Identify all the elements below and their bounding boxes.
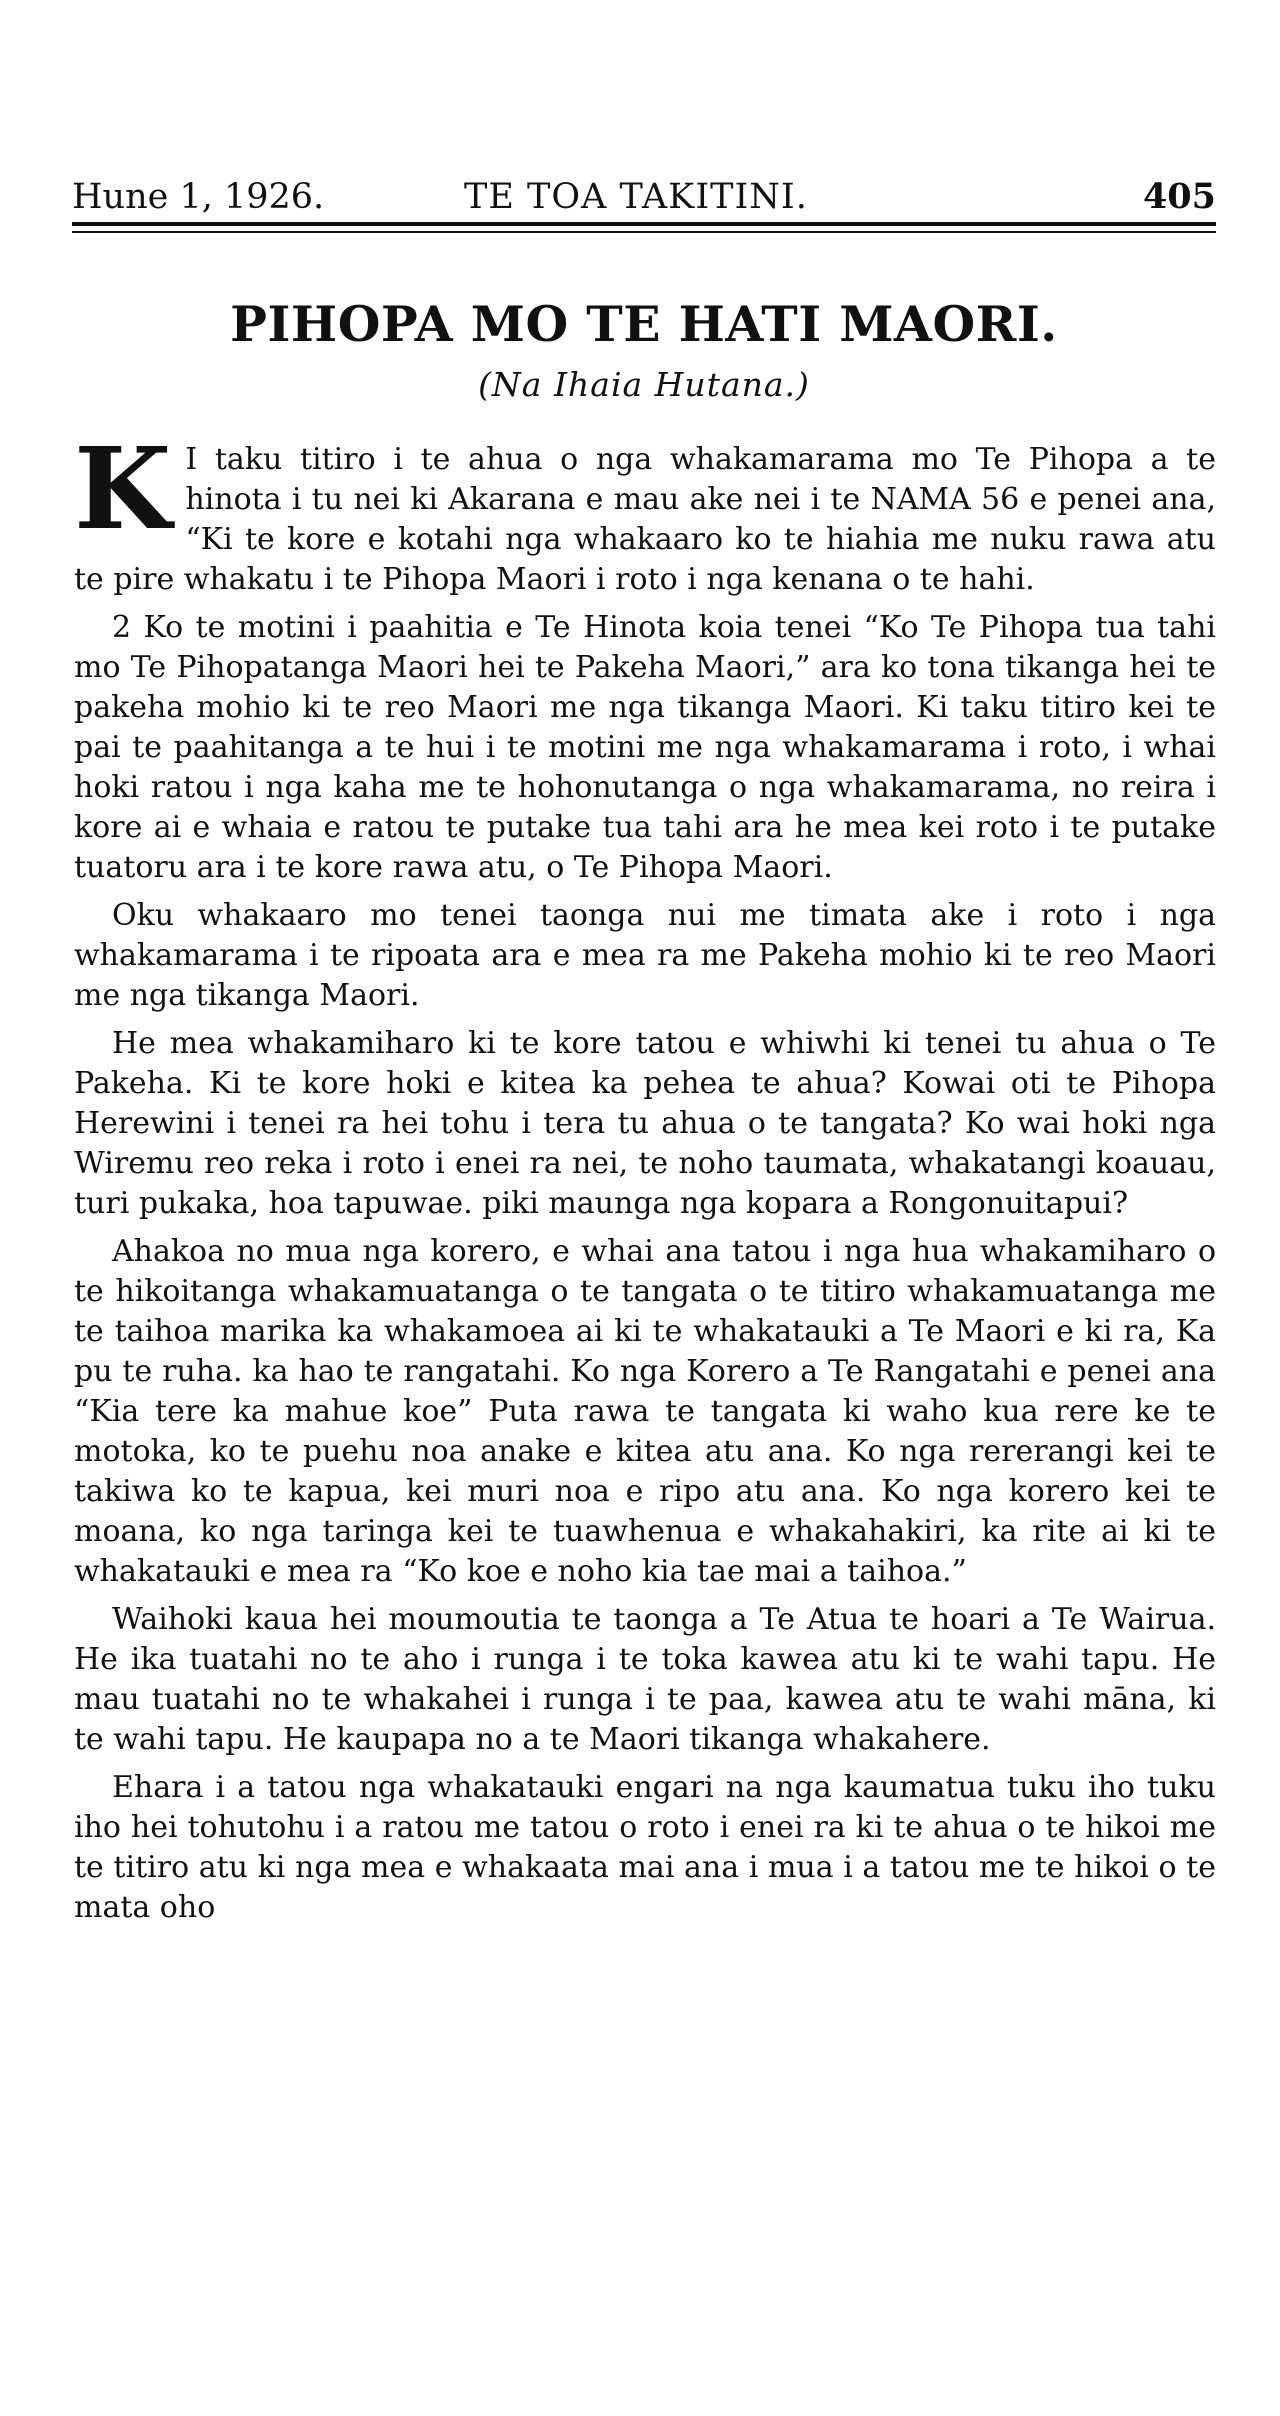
paragraph: Ahakoa no mua nga korero, e whai ana tatou i nga hua whakamiharo o te hikoitanga whakamuatanga o te tangata o te titiro whakamuatanga me te taihoa marika ka whakamoea ai ki te whakatauki a Te Maori e ki ra, Ka pu te ruha. ka hao te rangatahi. Ko nga Korero a Te Rangatahi e penei ana “Kia tere ka mahue koe” Puta rawa te tangata ki waho kua rere ke te motoka, ko te puehu noa anake e kitea atu ana. Ko nga rererangi kei te takiwa ko te kapua, kei muri noa e ripo atu ana. Ko nga korero kei te moana, ko nga taringa kei te tuawhenua e whakahakiri, ka rite ai ki te whakatauki e mea ra “Ko koe e noho kia tae mai a taihoa.” [74,1234,1216,1589]
article-byline: (Na Ihaia Hutana.) [478,365,810,404]
article-body [74,424,1216,1936]
paragraph [74,424,1216,600]
header-page-number: 405 [1142,176,1216,217]
header-rule-thick [72,222,1216,226]
header-journal-title: TE TOA TAKITINI. [464,177,808,217]
paragraph: He mea whakamiharo ki te kore tatou e whiwhi ki tenei tu ahua o Te Pakeha. Ki te kore hoki e kitea ka pehea te ahua? Kowai oti te Pihopa Herewini i tenei ra hei tohu i tera tu ahua o te tangata? Ko wai hoki nga Wiremu reo reka i roto i enei ra nei, te noho taumata, whakatangi koauau, turi pukaka, hoa tapuwae. piki maunga nga kopara a Rongonuitapui? [74,1026,1216,1221]
paragraph-text: I taku titiro i te ahua o nga whakamarama mo Te Pihopa a te hinota i tu nei ki Akarana e mau ake nei i te NAMA 56 e penei ana, “Ki te kore e kotahi nga whakaaro ko te hiahia me nuku rawa atu te pire whakatu i te Pihopa Maori i roto i nga kenana o te hahi. [74,442,1216,597]
paragraph: Oku whakaaro mo tenei taonga nui me timata ake i roto i nga whakamarama i te ripoata ara e mea ra me Pakeha mohio ki te reo Maori me nga tikanga Maori. [74,898,1216,1013]
running-header [72,172,1216,222]
paragraph: Ehara i a tatou nga whakatauki engari na nga kaumatua tuku iho tuku iho hei tohutohu i a ratou me tatou o roto i enei ra ki te ahua o te hikoi me te titiro atu ki nga mea e whakaata mai ana i mua i a tatou me te hikoi o te mata oho [74,1770,1216,1925]
paragraph: Waihoki kaua hei moumoutia te taonga a Te Atua te hoari a Te Wairua. He ika tuatahi no te aho i runga i te toka kawea atu ki te wahi tapu. He mau tuatahi no te whakahei i runga i te paa, kawea atu te wahi māna, ki te wahi tapu. He kaupapa no a te Maori tikanga whakahere. [74,1602,1216,1757]
paragraph: 2 Ko te motini i paahitia e Te Hinota koia tenei “Ko Te Pihopa tua tahi mo Te Pihopatanga Maori hei te Pakeha Maori,” ara ko tona tikanga hei te pakeha mohio ki te reo Maori me nga tikanga Maori. Ki taku titiro kei te pai te paahitanga a te hui i te motini me nga whakamarama i roto, i whai hoki ratou i nga kaha me te hohonutanga o nga whakamarama, no reira i kore ai e whaia e ratou te putake tua tahi ara he mea kei roto i te putake tuatoru ara i te kore rawa atu, o Te Pihopa Maori. [74,610,1216,885]
header-rule-thin [72,231,1216,233]
drop-cap: K [74,424,172,555]
header-date: Hune 1, 1926. [72,177,325,217]
article-title: PIHOPA MO TE HATI MAORI. [230,295,1058,353]
